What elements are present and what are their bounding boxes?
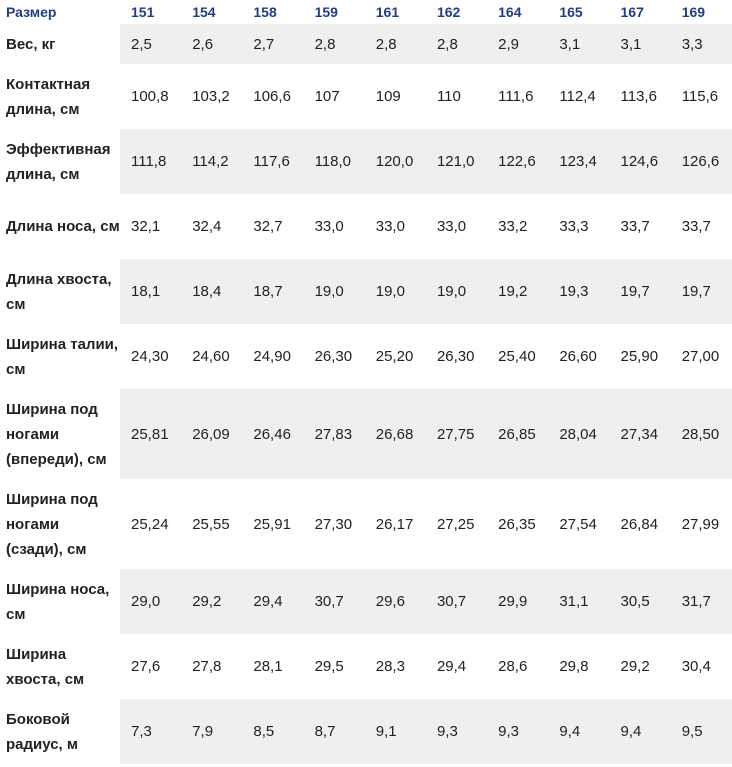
table-cell: 33,7 xyxy=(620,218,650,235)
table-cell: 2,8 xyxy=(365,24,426,64)
row-label: Ширина талии, см xyxy=(6,335,119,378)
header-label: Размер xyxy=(6,4,57,20)
header-size: 167 xyxy=(620,4,644,20)
table-row xyxy=(0,389,732,479)
header-size: 158 xyxy=(253,4,277,20)
header-size: 164 xyxy=(498,4,522,20)
table-cell: 33,0 xyxy=(314,218,344,235)
table-cell: 29,4 xyxy=(436,658,467,675)
table-cell: 25,24 xyxy=(131,515,169,533)
table-cell: 2,8 xyxy=(304,24,365,64)
table-cell: 2,7 xyxy=(242,24,303,64)
table-cell: 29,2 xyxy=(181,569,242,634)
table-row xyxy=(0,64,732,129)
table-cell: 24,90 xyxy=(253,348,291,365)
table-cell: 2,5 xyxy=(120,24,181,64)
header-size: 169 xyxy=(681,4,706,20)
table-cell: 9,3 xyxy=(426,699,487,764)
table-cell: 33,7 xyxy=(681,218,711,235)
table-cell: 28,1 xyxy=(253,658,283,675)
table-cell: 124,6 xyxy=(610,129,671,194)
header-size: 165 xyxy=(559,4,583,20)
table-row xyxy=(0,129,732,194)
table-cell: 110 xyxy=(436,88,461,105)
row-label: Длина хвоста, см xyxy=(0,259,120,324)
table-cell: 26,60 xyxy=(559,348,597,365)
table-cell: 29,0 xyxy=(120,569,181,634)
row-label: Контактная длина, см xyxy=(6,75,91,118)
table-cell: 28,6 xyxy=(498,658,528,675)
table-cell: 113,6 xyxy=(620,88,657,105)
table-cell: 26,09 xyxy=(181,389,242,479)
table-cell: 103,2 xyxy=(192,88,230,105)
table-cell: 32,4 xyxy=(192,218,222,235)
table-cell: 33,0 xyxy=(375,218,405,235)
table-row xyxy=(0,324,732,389)
row-label: Ширина под ногами (впереди), см xyxy=(0,389,120,479)
table-row xyxy=(0,259,732,324)
table-cell: 107 xyxy=(314,88,340,105)
table-cell: 19,2 xyxy=(487,259,548,324)
table-cell: 19,0 xyxy=(426,259,487,324)
row-label: Длина носа, см xyxy=(6,218,120,235)
table-cell: 25,55 xyxy=(192,515,230,533)
table-cell: 19,7 xyxy=(671,259,732,324)
table-cell: 26,30 xyxy=(436,348,475,365)
table-cell: 9,3 xyxy=(487,699,548,764)
table-cell: 29,9 xyxy=(487,569,548,634)
table-cell: 18,1 xyxy=(120,259,181,324)
table-cell: 3,1 xyxy=(548,24,609,64)
header-row xyxy=(0,0,732,24)
table-cell: 32,7 xyxy=(253,218,283,235)
table-cell: 27,54 xyxy=(559,515,597,533)
table-cell: 19,3 xyxy=(548,259,609,324)
header-size: 161 xyxy=(375,4,400,20)
table-cell: 26,84 xyxy=(620,515,659,533)
table-cell: 30,7 xyxy=(304,569,365,634)
table-cell: 115,6 xyxy=(681,88,719,105)
table-cell: 19,7 xyxy=(610,259,671,324)
table-cell: 26,68 xyxy=(365,389,426,479)
table-cell: 28,04 xyxy=(548,389,609,479)
table-cell: 2,6 xyxy=(181,24,242,64)
table-cell: 30,7 xyxy=(426,569,487,634)
table-cell: 27,30 xyxy=(314,515,353,533)
table-cell: 27,83 xyxy=(304,389,365,479)
table-cell: 24,30 xyxy=(131,348,169,365)
table-row xyxy=(0,699,732,764)
table-row xyxy=(0,479,732,569)
table-cell: 25,20 xyxy=(375,348,414,365)
row-label: Ширина под ногами (сзади), см xyxy=(6,490,98,558)
table-cell: 18,7 xyxy=(242,259,303,324)
header-size: 162 xyxy=(436,4,461,20)
table-cell: 109 xyxy=(375,88,401,105)
table-cell: 19,0 xyxy=(365,259,426,324)
row-label: Ширина хвоста, см xyxy=(6,645,85,688)
table-cell: 7,3 xyxy=(120,699,181,764)
table-row xyxy=(0,24,732,64)
table-cell: 112,4 xyxy=(559,88,596,105)
table-cell: 25,90 xyxy=(620,348,659,365)
table-cell: 117,6 xyxy=(242,129,303,194)
table-cell: 111,8 xyxy=(120,129,181,194)
table-cell: 27,75 xyxy=(426,389,487,479)
table-cell: 33,2 xyxy=(498,218,528,235)
table-cell: 33,3 xyxy=(559,218,589,235)
row-label: Эффективная длина, см xyxy=(0,129,120,194)
table-cell: 31,1 xyxy=(548,569,609,634)
table-row xyxy=(0,634,732,699)
header-size: 154 xyxy=(192,4,216,20)
table-cell: 7,9 xyxy=(181,699,242,764)
table-cell: 126,6 xyxy=(671,129,732,194)
table-cell: 29,4 xyxy=(242,569,303,634)
table-cell: 29,5 xyxy=(314,658,344,675)
header-size: 151 xyxy=(131,4,155,20)
table-row xyxy=(0,569,732,634)
table-cell: 9,4 xyxy=(548,699,609,764)
table-cell: 9,5 xyxy=(671,699,732,764)
table-cell: 25,40 xyxy=(498,348,536,365)
table-cell: 26,17 xyxy=(375,515,414,533)
table-cell: 123,4 xyxy=(548,129,609,194)
table-cell: 122,6 xyxy=(487,129,548,194)
row-label: Боковой радиус, м xyxy=(0,699,120,764)
table-cell: 30,5 xyxy=(610,569,671,634)
table-cell: 33,0 xyxy=(436,218,467,235)
table-cell: 9,4 xyxy=(610,699,671,764)
table-cell: 120,0 xyxy=(365,129,426,194)
table-cell: 106,6 xyxy=(253,88,291,105)
table-cell: 26,46 xyxy=(242,389,303,479)
table-row xyxy=(0,194,732,259)
table-cell: 118,0 xyxy=(304,129,365,194)
table-cell: 29,6 xyxy=(365,569,426,634)
table-cell: 3,1 xyxy=(610,24,671,64)
table-cell: 28,50 xyxy=(671,389,732,479)
table-cell: 100,8 xyxy=(131,88,169,105)
table-cell: 28,3 xyxy=(375,658,405,675)
table-cell: 19,0 xyxy=(304,259,365,324)
table-cell: 111,6 xyxy=(498,88,534,105)
table-cell: 27,6 xyxy=(131,658,161,675)
table-cell: 24,60 xyxy=(192,348,230,365)
table-cell: 8,7 xyxy=(304,699,365,764)
table-cell: 18,4 xyxy=(181,259,242,324)
row-label: Ширина носа, см xyxy=(0,569,120,634)
table-cell: 3,3 xyxy=(671,24,732,64)
table-cell: 29,2 xyxy=(620,658,650,675)
table-cell: 25,81 xyxy=(120,389,181,479)
header-size: 159 xyxy=(314,4,338,20)
table-cell: 30,4 xyxy=(681,658,711,675)
table-cell: 26,30 xyxy=(314,348,353,365)
table-cell: 114,2 xyxy=(181,129,242,194)
table-cell: 9,1 xyxy=(365,699,426,764)
table-cell: 32,1 xyxy=(131,218,161,235)
table-cell: 26,85 xyxy=(487,389,548,479)
table-cell: 27,25 xyxy=(436,515,475,533)
table-cell: 26,35 xyxy=(498,515,536,533)
row-label: Вес, кг xyxy=(0,24,120,64)
table-cell: 31,7 xyxy=(671,569,732,634)
table-cell: 8,5 xyxy=(242,699,303,764)
table-cell: 121,0 xyxy=(426,129,487,194)
table-cell: 27,34 xyxy=(610,389,671,479)
table-cell: 27,00 xyxy=(681,348,720,365)
table-cell: 27,8 xyxy=(192,658,222,675)
table-cell: 29,8 xyxy=(559,658,589,675)
table-cell: 2,8 xyxy=(426,24,487,64)
table-cell: 2,9 xyxy=(487,24,548,64)
table-cell: 25,91 xyxy=(253,515,291,533)
table-cell: 27,99 xyxy=(681,515,720,533)
